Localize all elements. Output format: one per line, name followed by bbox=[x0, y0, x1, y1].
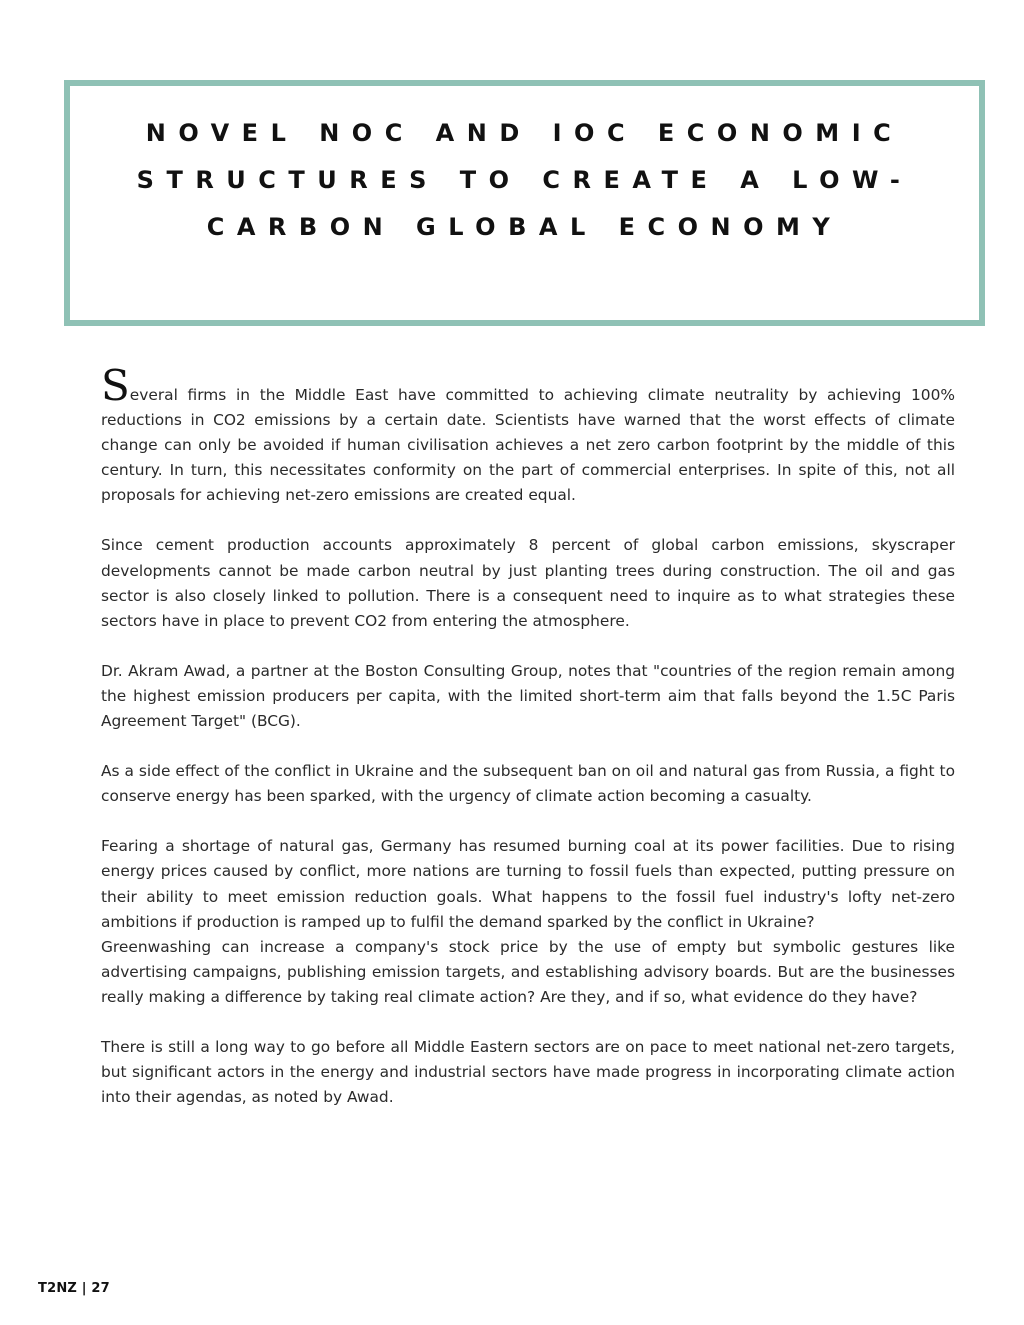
paragraph-1-text: everal firms in the Middle East have committed to achieving climate neutrality by achieving 100% reductions in CO2 emissions by a certain date. Scientists have warned that the worst effects of climate change can only be avoided if human civilisation achieves a net zero carbon footprint by the middle of this century. In turn, this necessitates conformity on the part of commercial enterprises. In spite of this, not all proposals for achieving net-zero emissions are created equal. bbox=[101, 386, 955, 505]
title-line-1: NOVEL NOC AND IOC ECONOMIC bbox=[145, 119, 904, 147]
article-body bbox=[101, 363, 955, 1135]
article-paragraph-3: Dr. Akram Awad, a partner at the Boston Consulting Group, notes that "countries of the region remain among the highest emission producers per capita, with the limited short-term aim that falls beyond the 1.5C Paris Agreement Target" (BCG). bbox=[101, 661, 955, 731]
article-paragraph-5: Fearing a shortage of natural gas, Germany has resumed burning coal at its power facilities. Due to rising energy prices caused by conflict, more nations are turning to fossil fuels than expected, putting pressure on their ability to meet emission reduction goals. What happens to the fossil fuel industry's lofty net-zero ambitions if production is ramped up to fulfil the demand sparked by the conflict in Ukraine? bbox=[101, 837, 955, 931]
article-paragraph-6: Greenwashing can increase a company's stock price by the use of empty but symbolic gestures like advertising campaigns, publishing emission targets, and establishing advisory boards. But are the businesses really making a difference by taking real climate action? Are they, and if so, what evidence do they have? bbox=[101, 937, 955, 1006]
article-paragraph-7: There is still a long way to go before all Middle Eastern sectors are on pace to meet national net-zero targets, but significant actors in the energy and industrial sectors have made progress in incorporating climate action into their agendas, as noted by Awad. bbox=[101, 1037, 955, 1107]
page-footer: T2NZ | 27 bbox=[38, 1281, 110, 1296]
title-line-2: STRUCTURES TO CREATE A LOW- bbox=[136, 166, 913, 194]
article-paragraph-1 bbox=[101, 363, 955, 508]
title-line-3: CARBON GLOBAL ECONOMY bbox=[206, 213, 843, 241]
article-title bbox=[70, 110, 979, 251]
drop-cap: S bbox=[101, 361, 130, 410]
article-paragraph-4: As a side effect of the conflict in Ukraine and the subsequent ban on oil and natural gas from Russia, a fight to conserve energy has been sparked, with the urgency of climate action becoming a casualty. bbox=[101, 762, 955, 806]
article-paragraph-2: Since cement production accounts approximately 8 percent of global carbon emissions, skyscraper developments cannot be made carbon neutral by just planting trees during construction. The oil and gas sector is also closely linked to pollution. There is a consequent need to inquire as to what strategies these sectors have in place to prevent CO2 from entering the atmosphere. bbox=[101, 536, 955, 630]
title-box bbox=[64, 80, 985, 326]
